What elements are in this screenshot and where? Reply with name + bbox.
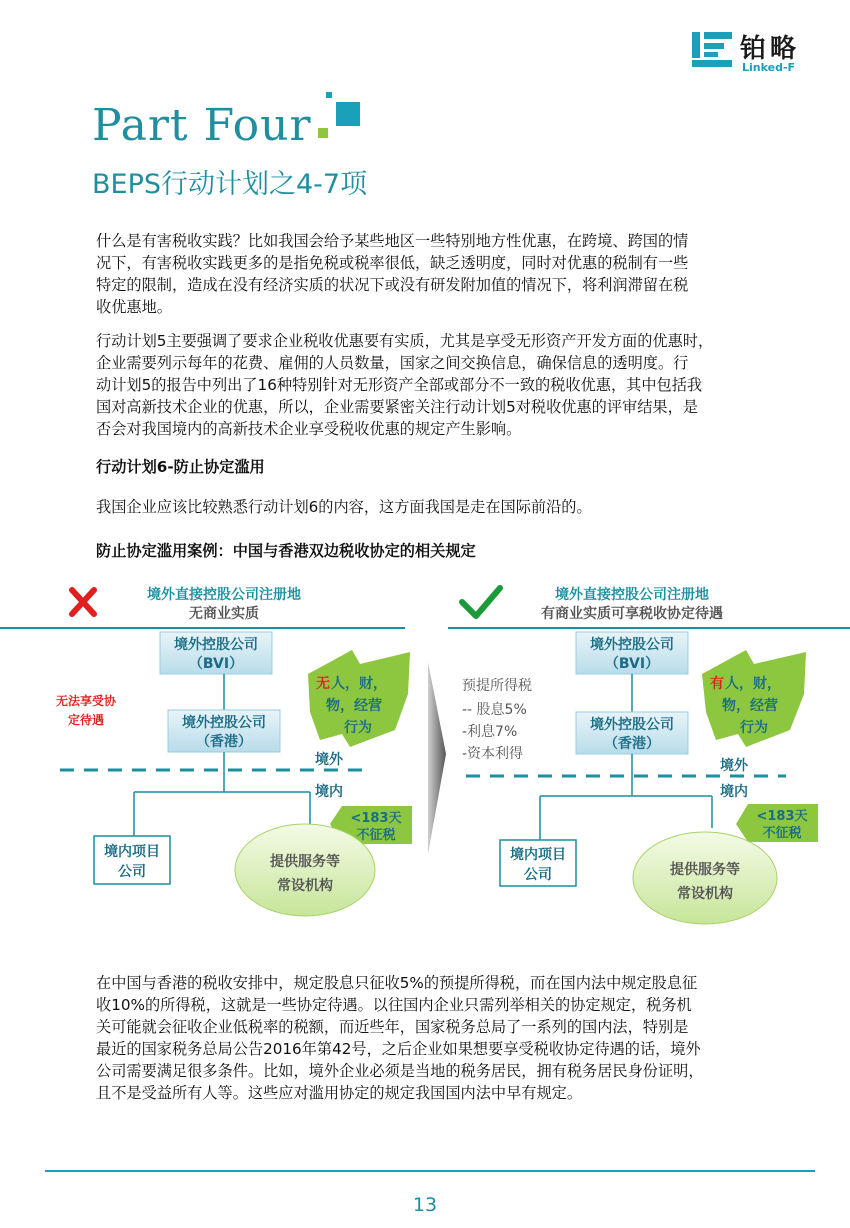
right-star-red: 有 [710, 676, 724, 692]
cross-icon [72, 590, 94, 614]
left-header-1: 境外直接控股公司注册地 [147, 587, 301, 603]
logo-chinese: 铂略 [740, 34, 801, 64]
text-line: 且不是受益所有人等。这些应对滥用协定的规定我国国内法中早有规定。 [96, 1084, 582, 1102]
left-ellipse [235, 824, 375, 916]
text-line: 企业需要列示每年的花费、雇佣的人员数量，国家之间交换信息，确保信息的透明度。行 [96, 354, 689, 372]
left-ellipse-line1: 提供服务等 [270, 854, 340, 870]
logo-mark-icon [690, 30, 734, 70]
left-header-2: 无商业实质 [189, 606, 259, 622]
right-ellipse-line2: 常设机构 [677, 886, 733, 902]
left-bvi-line2: （BVI） [188, 656, 244, 672]
right-arrow-line1: <183天 [756, 809, 808, 824]
left-star-line1: 人，财， [331, 676, 387, 692]
text-line: 收优惠地。 [96, 298, 172, 316]
left-hk-line1: 境外控股公司 [182, 715, 266, 731]
left-note-line1: 无法享受协 [55, 694, 117, 708]
left-arrow-line2: 不征税 [356, 828, 396, 843]
right-project-line2: 公司 [524, 867, 552, 883]
right-hk-line2: （香港） [604, 736, 660, 752]
transition-arrow-icon [428, 662, 446, 854]
right-bvi-line1: 境外控股公司 [590, 637, 674, 653]
left-hk-line2: （香港） [196, 734, 252, 750]
page-number: 13 [412, 1194, 438, 1216]
brand-logo [690, 28, 820, 78]
part-subtitle: BEPS行动计划之4-7项 [92, 169, 368, 200]
right-star-line2: 物，经营 [722, 698, 778, 714]
wht-item: -- 股息5% [462, 702, 527, 718]
wht-title: 预提所得税 [462, 678, 532, 694]
left-star-line2: 物，经营 [326, 698, 382, 714]
text-line: 收10%的所得税，这就是一些协定待遇。以往国内企业只需列举相关的协定规定，税务机 [96, 996, 692, 1014]
paragraph-action-plan-6: 我国企业应该比较熟悉行动计划6的内容，这方面我国是走在国际前沿的。 [96, 498, 592, 516]
text-line: 什么是有害税收实践？比如我国会给予某些地区一些特别地方性优惠，在跨境、跨国的情 [96, 232, 689, 250]
right-starburst [702, 650, 806, 747]
left-star-red: 无 [316, 676, 330, 692]
treaty-abuse-diagram [0, 572, 850, 952]
right-diagram [448, 586, 850, 924]
paragraph-hk-treaty [96, 972, 786, 1104]
text-line: 公司需要满足很多条件。比如，境外企业必须是当地的税务居民，拥有税务居民身份证明， [96, 1062, 704, 1080]
right-arrow-183 [736, 804, 818, 842]
right-header-2: 有商业实质可享税收协定待遇 [541, 606, 723, 622]
heading-case: 防止协定滥用案例：中国与香港双边税收协定的相关规定 [96, 542, 476, 560]
text-line: 最近的国家税务总局公告2016年第42号，之后企业如果想要享受税收协定待遇的话，境外 [96, 1040, 701, 1058]
text-line: 国对高新技术企业的优惠，所以，企业需要紧密关注行动计划5对税收优惠的评审结果，是 [96, 398, 698, 416]
text-line: 况下，有害税收实践更多的是指免税或税率很低，缺乏透明度，同时对优惠的税制有一些 [96, 254, 689, 272]
wht-item: -资本利得 [462, 746, 524, 762]
check-icon [462, 588, 500, 616]
left-diagram [0, 586, 412, 916]
left-ellipse-line2: 常设机构 [277, 878, 333, 894]
left-note-line2: 定待遇 [67, 713, 105, 727]
paragraph-action-plan-5 [96, 330, 786, 440]
left-starburst [308, 650, 410, 747]
title-decoration-icon [312, 90, 362, 146]
right-ellipse-line1: 提供服务等 [670, 862, 740, 878]
text-line: 特定的限制，造成在没有经济实质的状况下或没有研发附加值的情况下，将利润滞留在税 [96, 276, 689, 294]
text-line: 动计划5的报告中列出了16种特别针对无形资产全部或部分不一致的税收优惠，其中包括我 [96, 376, 703, 394]
left-arrow-line1: <183天 [350, 811, 402, 826]
left-bvi-line1: 境外控股公司 [174, 637, 258, 653]
left-overseas-label: 境外 [315, 752, 343, 768]
part-title: Part Four [92, 100, 312, 151]
right-header-1: 境外直接控股公司注册地 [555, 587, 709, 603]
left-project-line2: 公司 [118, 864, 146, 880]
heading-action-plan-6: 行动计划6-防止协定滥用 [96, 458, 265, 476]
text-line: 行动计划5主要强调了要求企业税收优惠要有实质，尤其是享受无形资产开发方面的优惠时， [96, 332, 714, 350]
paragraph-harmful-tax [96, 230, 786, 318]
logo-english: Linked-F [742, 61, 796, 74]
right-arrow-line2: 不征税 [762, 826, 802, 841]
right-ellipse [633, 832, 777, 924]
right-hk-line1: 境外控股公司 [590, 717, 674, 733]
right-star-line3: 行为 [740, 720, 768, 736]
wht-item: -利息7% [462, 724, 518, 740]
right-overseas-label: 境外 [720, 758, 748, 774]
left-project-line1: 境内项目 [104, 844, 160, 860]
right-star-line1: 人，财， [725, 676, 781, 692]
text-line: 否会对我国境内的高新技术企业享受税收优惠的规定产生影响。 [96, 420, 522, 438]
right-project-line1: 境内项目 [510, 847, 566, 863]
text-line: 在中国与香港的税收安排中，规定股息只征收5%的预提所得税，而在国内法中规定股息征 [96, 974, 698, 992]
text-line: 关可能就会征收企业低税率的税额，而近些年，国家税务总局了一系列的国内法，特别是 [96, 1018, 689, 1036]
footer-divider [45, 1170, 815, 1172]
left-domestic-label: 境内 [315, 784, 343, 800]
right-bvi-line2: （BVI） [604, 656, 660, 672]
right-domestic-label: 境内 [720, 784, 748, 800]
left-star-line3: 行为 [344, 720, 372, 736]
